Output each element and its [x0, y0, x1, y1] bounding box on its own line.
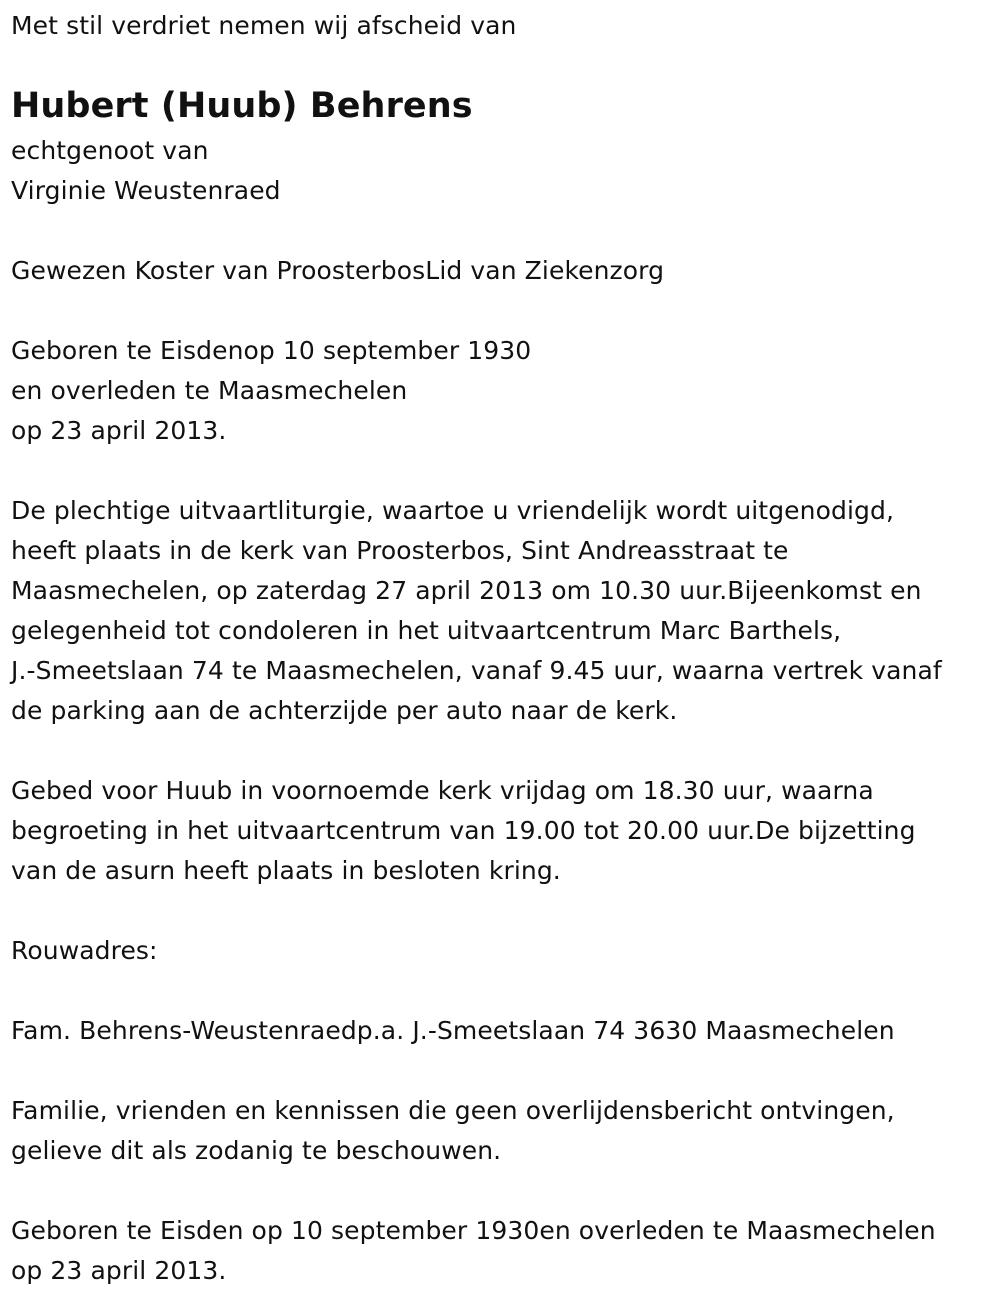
paragraph-line: heeft plaats in de kerk van Proosterbos, Sint Andreasstraat te [11, 536, 789, 565]
role-text: Gewezen Koster van ProosterbosLid van Ziekenzorg [11, 256, 665, 285]
paragraph-line: en overleden te Maasmechelen [11, 376, 408, 405]
spacer [11, 731, 991, 771]
paragraph-line: Maasmechelen, op zaterdag 27 april 2013 om 10.30 uur.Bijeenkomst en [11, 576, 922, 605]
address-label: Rouwadres: [11, 936, 158, 965]
paragraph-line: Familie, vrienden en kennissen die geen overlijdensbericht ontvingen, [11, 1096, 895, 1125]
birth-paragraph [11, 331, 991, 451]
spouse-name: Virginie Weustenraed [11, 176, 281, 205]
death-notice [11, 6, 991, 1291]
paragraph-line: De plechtige uitvaartliturgie, waartoe u vriendelijk wordt uitgenodigd, [11, 496, 895, 525]
paragraph-line: op 23 april 2013. [11, 416, 227, 445]
spacer [11, 1171, 991, 1211]
deceased-name: Hubert (Huub) Behrens [11, 86, 473, 126]
paragraph-line: van de asurn heeft plaats in besloten kring. [11, 856, 561, 885]
paragraph-line: Geboren te Eisdenop 10 september 1930 [11, 336, 532, 365]
spacer [11, 1051, 991, 1091]
spacer [11, 451, 991, 491]
paragraph-line: op 23 april 2013. [11, 1256, 227, 1285]
paragraph-line: Geboren te Eisden op 10 september 1930en overleden te Maasmechelen [11, 1216, 936, 1245]
funeral-paragraph [11, 491, 991, 731]
paragraph-line: gelieve dit als zodanig te beschouwen. [11, 1136, 502, 1165]
footer-paragraph [11, 1211, 991, 1291]
spacer [11, 971, 991, 1011]
spacer [11, 291, 991, 331]
spouse-label: echtgenoot van [11, 136, 209, 165]
paragraph-line: de parking aan de achterzijde per auto naar de kerk. [11, 696, 678, 725]
spacer [11, 891, 991, 931]
closing-paragraph [11, 1091, 991, 1171]
paragraph-line: J.-Smeetslaan 74 te Maasmechelen, vanaf 9.45 uur, waarna vertrek vanaf [11, 656, 942, 685]
prayer-paragraph [11, 771, 991, 891]
paragraph-line: Gebed voor Huub in voornoemde kerk vrijdag om 18.30 uur, waarna [11, 776, 874, 805]
mourning-address: Fam. Behrens-Weustenraedp.a. J.-Smeetslaan 74 3630 Maasmechelen [11, 1016, 895, 1045]
paragraph-line: gelegenheid tot condoleren in het uitvaartcentrum Marc Barthels, [11, 616, 842, 645]
paragraph-line: begroeting in het uitvaartcentrum van 19.00 tot 20.00 uur.De bijzetting [11, 816, 916, 845]
spacer [11, 211, 991, 251]
intro-text: Met stil verdriet nemen wij afscheid van [11, 11, 517, 40]
